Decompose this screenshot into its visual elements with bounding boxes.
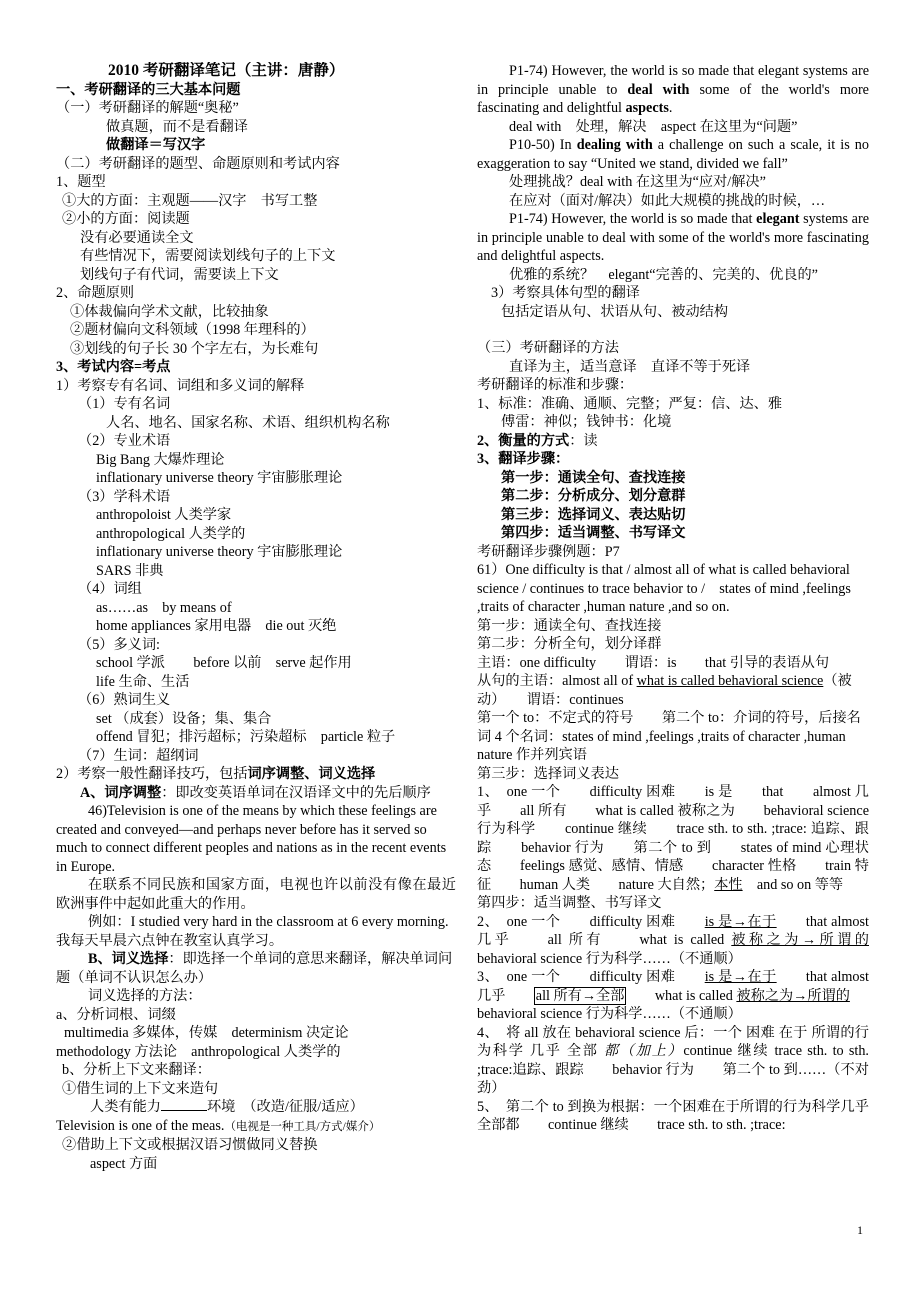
text-run: Television is one of the meas. bbox=[56, 1117, 225, 1134]
text-line: 人名、地名、国家名称、术语、组织机构名称 bbox=[106, 414, 390, 431]
text-run: behavioral science 行为科学……（不通顺） bbox=[477, 987, 879, 1022]
text-line bbox=[56, 765, 456, 784]
text-run: （被动） 谓语：continues bbox=[477, 673, 852, 708]
text-line bbox=[477, 432, 869, 451]
text-line: （三）考研翻译的方法 bbox=[477, 340, 619, 356]
text-run: is 是→在于 bbox=[704, 969, 777, 985]
text-line: 词义选择的方法： bbox=[88, 988, 202, 1004]
text-line: home appliances 家用电器 die out 灭绝 bbox=[96, 618, 337, 634]
text-line: ①借生词的上下文来造句 bbox=[62, 1080, 219, 1097]
text-line: ③划线的句子长 30 个字左右，为长难句 bbox=[70, 340, 319, 357]
text-line: Big Bang 大爆炸理论 bbox=[96, 451, 225, 468]
paragraph bbox=[477, 1024, 869, 1098]
text-line: ②小的方面：阅读题 bbox=[62, 211, 190, 227]
text-run: what is called bbox=[626, 987, 737, 1004]
text-line: 第一步：通读全句、查找连接 bbox=[477, 617, 662, 634]
text-run: systems are in principle unable to deal with some of the world's more fascinating and delightful aspects. bbox=[477, 211, 869, 264]
text-run: 被称之为→所谓的 bbox=[736, 987, 850, 1004]
paragraph bbox=[56, 950, 456, 987]
text-run: 1、 one 一个 difficulty 困难 is 是 that almost 几乎 all 所有 what is called 被称之为 behavioral science 行为科学 continue 继续 trace sth. to sth. ;trace: 追踪、跟踪 behavior 行为 第二个 to 到 states of mind 心理状态 feelings 感觉、感情、情感 character 性格 train 特征 human 人类 nature 大自然； bbox=[477, 784, 869, 893]
text-line: 做翻译＝写汉字 bbox=[106, 137, 206, 153]
text-run: 环境 （改造/征服/适应） bbox=[206, 1099, 364, 1115]
text-run: aspects bbox=[625, 100, 669, 116]
text-line: 傅雷：神似；钱钟书：化境 bbox=[501, 414, 672, 430]
text-run: 都（加上） bbox=[603, 1043, 684, 1059]
text-line: （1）专有名词 bbox=[78, 396, 171, 412]
text-line: 1、标准：准确、通顺、完整；严复：信、达、雅 bbox=[477, 395, 783, 412]
text-line: 处理挑战？deal with 在这里为“应对/解决” bbox=[509, 174, 766, 190]
text-run: ：即选择一个单词的意思来翻译，解决单词问题（单词不认识怎么办） bbox=[56, 951, 453, 986]
paragraph bbox=[477, 968, 879, 1024]
text-line: life 生命、生活 bbox=[96, 673, 190, 690]
paragraph: 5、 第二个 to 到换为根据：一个困难在于所谓的行为科学几乎全部都 continue 继续 trace sth. to sth. ;trace: bbox=[477, 1098, 869, 1133]
paragraph bbox=[56, 784, 456, 803]
paragraph bbox=[477, 210, 869, 266]
text-line: deal with 处理，解决 aspect 在这里为“问题” bbox=[509, 118, 798, 135]
text-line: anthropoloist 人类学家 bbox=[96, 507, 232, 523]
text-line: 有些情况下，需要阅读划线句子的上下文 bbox=[80, 248, 336, 264]
heading: 一、考研翻译的三大基本问题 bbox=[56, 81, 241, 98]
text-line bbox=[56, 1098, 456, 1117]
text-line: anthropological 人类学的 bbox=[96, 525, 246, 542]
text-run: what is called behavioral science bbox=[636, 673, 824, 689]
right-column bbox=[477, 62, 898, 1135]
document-title: 2010 考研翻译笔记（主讲：唐静） bbox=[108, 62, 345, 79]
text-line: 考研翻译的标准和步骤： bbox=[477, 377, 634, 393]
text-line: 第三步：选择词义表达 bbox=[477, 765, 619, 782]
text-line: b、分析上下文来翻译： bbox=[62, 1062, 211, 1078]
blank-line bbox=[161, 1098, 207, 1111]
text-line: （3）学科术语 bbox=[78, 488, 171, 505]
text-run: . bbox=[668, 100, 673, 116]
text-line: 3）考察具体句型的翻译 bbox=[491, 285, 640, 301]
text-run: that almost 几乎 all 所有 what is called bbox=[477, 913, 869, 948]
text-run: a challenge on such a scale, it is no exaggeration to say “United we stand, divided we fall” bbox=[477, 137, 869, 172]
text-line: as……as by means of bbox=[96, 599, 232, 616]
text-line: school 学派 before 以前 serve 起作用 bbox=[96, 655, 352, 671]
heading: 3、考试内容=考点 bbox=[56, 359, 171, 375]
text-line: 第四步：适当调整、书写译文 bbox=[477, 895, 662, 911]
text-run: and so on 等等 bbox=[742, 876, 844, 893]
text-line: 划线句子有代词，需要读上下文 bbox=[80, 266, 279, 283]
heading: 3、翻译步骤： bbox=[477, 451, 570, 467]
text-line: 2、命题原则 bbox=[56, 285, 135, 301]
text-line: 考研翻译步骤例题：P7 bbox=[477, 543, 620, 560]
text-run: 2）考察一般性翻译技巧，包括 bbox=[56, 766, 248, 782]
text-line: 1）考察专有名词、词组和多义词的解释 bbox=[56, 377, 305, 394]
text-line: 包括定语从句、状语从句、被动结构 bbox=[501, 303, 729, 320]
paragraph: 46)Television is one of the means by which these feelings are created and conveyed—and perhaps never before has it served so much to connect different peoples and nations as in the recent events in Europe. bbox=[56, 803, 447, 875]
text-run: dealing with bbox=[576, 137, 653, 153]
text-line: ①体裁偏向学术文献，比较抽象 bbox=[70, 303, 269, 320]
paragraph bbox=[477, 136, 869, 173]
text-run: deal with bbox=[627, 81, 690, 98]
page-number: 1 bbox=[857, 1223, 863, 1237]
text-run: P1-74) However, the world is so made that bbox=[509, 211, 757, 227]
text-run: （电视是一种工具/方式/媒介） bbox=[224, 1120, 381, 1133]
text-line: （二）考研翻译的题型、命题原则和考试内容 bbox=[56, 155, 340, 172]
text-run: 2、 one 一个 difficulty 困难 bbox=[477, 913, 705, 930]
text-line: 没有必要通读全文 bbox=[80, 229, 194, 246]
text-run: that almost 几乎 bbox=[477, 969, 869, 1004]
text-line: 直译为主，适当意译 直译不等于死译 bbox=[509, 358, 751, 375]
text-line: 第三步：选择词义、表达贴切 bbox=[501, 506, 686, 523]
left-column bbox=[56, 62, 456, 1173]
text-line: 1、题型 bbox=[56, 174, 106, 190]
text-run: 3、 one 一个 difficulty 困难 bbox=[477, 969, 705, 985]
text-line: set （成套）设备；集、集合 bbox=[96, 710, 272, 727]
paragraph: 第一个 to：不定式的符号 第二个 to：介词的符号，后接名词 4 个名词：states of mind ,feelings ,traits of character ,human nature 作并列宾语 bbox=[477, 710, 861, 763]
text-line: inflationary universe theory 宇宙膨胀理论 bbox=[96, 470, 343, 486]
text-line: inflationary universe theory 宇宙膨胀理论 bbox=[96, 544, 343, 560]
spacer bbox=[477, 321, 869, 339]
text-line: ①大的方面：主观题——汉字 书写工整 bbox=[62, 192, 318, 209]
paragraph: 在联系不同民族和国家方面，电视也许以前没有像在最近欧洲事件中起如此重大的作用。 bbox=[56, 877, 456, 912]
text-run: 人类有能力 bbox=[90, 1099, 161, 1115]
paragraph bbox=[477, 913, 898, 969]
boxed-text: all 所有→全部 bbox=[535, 987, 625, 1004]
text-line: offend 冒犯；排污超标；污染超标 particle 粒子 bbox=[96, 729, 396, 745]
text-line: 在应对（面对/解决）如此大规模的挑战的时候，… bbox=[509, 192, 826, 209]
text-line: SARS 非典 bbox=[96, 562, 164, 579]
text-line: （4）词组 bbox=[78, 581, 142, 597]
text-line: 做真题，而不是看翻译 bbox=[106, 118, 248, 135]
text-run: A、词序调整 bbox=[80, 784, 162, 801]
text-run: 本性 bbox=[714, 876, 743, 893]
text-run: continue 继续 trace sth. to sth. ;trace:追踪、跟踪 behavior 行为 第二个 to 到……（不对劲） bbox=[477, 1043, 869, 1096]
text-line: 第四步：适当调整、书写译文 bbox=[501, 525, 686, 541]
paragraph bbox=[477, 672, 869, 709]
text-line: methodology 方法论 anthropological 人类学的 bbox=[56, 1043, 341, 1060]
text-line bbox=[56, 1117, 456, 1137]
text-line: 第二步：分析成分、划分意群 bbox=[501, 488, 686, 504]
text-run: behavioral science 行为科学……（不通顺） bbox=[477, 932, 898, 967]
text-run: 2、衡量的方式 bbox=[477, 432, 570, 449]
paragraph: 例如：I studied very hard in the classroom at 6 every morning. 我每天早晨六点钟在教室认真学习。 bbox=[56, 914, 449, 949]
text-run: ：读 bbox=[569, 432, 598, 449]
text-run: B、词义选择 bbox=[88, 951, 169, 967]
text-line: 优雅的系统？ elegant“完善的、完美的、优良的” bbox=[509, 266, 818, 283]
text-run: P10-50) In bbox=[509, 137, 577, 153]
text-line: （5）多义词: bbox=[78, 636, 160, 653]
text-run: P1-74) However, the world is so made that elegant systems are in principle unable to bbox=[477, 63, 869, 98]
text-line: 第一步：通读全句、查找连接 bbox=[501, 469, 686, 486]
text-line: aspect 方面 bbox=[90, 1155, 158, 1172]
text-run: ：即改变英语单词在汉语译文中的先后顺序 bbox=[161, 784, 431, 801]
text-run: 4、 将 all 放在 behavioral science 后：一个 困难 在于 所谓的行为科学 几乎 全部 bbox=[477, 1024, 869, 1059]
text-run: some of the world's more fascinating and delightful bbox=[477, 81, 869, 116]
text-line: （一）考研翻译的解题“奥秘” bbox=[56, 100, 239, 116]
text-run: 从句的主语：almost all of bbox=[477, 673, 637, 689]
text-line: ②借助上下文或根据汉语习惯做同义替换 bbox=[62, 1137, 318, 1153]
text-line: multimedia 多媒体，传媒 determinism 决定论 bbox=[64, 1025, 349, 1041]
paragraph: 61）One difficulty is that / almost all of what is called behavioral science / continues to trace behavior to / states of mind ,feelings ,traits of character ,human nature ,and so on. bbox=[477, 562, 851, 615]
text-run: elegant bbox=[756, 211, 800, 227]
text-line: （2）专业术语 bbox=[78, 433, 171, 449]
text-run: is 是→在于 bbox=[704, 913, 777, 930]
text-line: a、分析词根、词缀 bbox=[56, 1006, 176, 1023]
text-line: （6）熟词生义 bbox=[78, 692, 171, 708]
text-line: 主语：one difficulty 谓语：is that 引导的表语从句 bbox=[477, 654, 830, 671]
paragraph bbox=[477, 783, 869, 894]
text-line: 第二步：分析全句，划分译群 bbox=[477, 636, 662, 652]
text-line: ②题材偏向文科领域（1998 年理科的） bbox=[70, 322, 315, 338]
text-run: 被称之为→所谓的 bbox=[731, 932, 869, 948]
text-run: 词序调整、词义选择 bbox=[247, 766, 376, 782]
text-line: （7）生词：超纲词 bbox=[78, 747, 199, 764]
paragraph bbox=[477, 62, 869, 118]
